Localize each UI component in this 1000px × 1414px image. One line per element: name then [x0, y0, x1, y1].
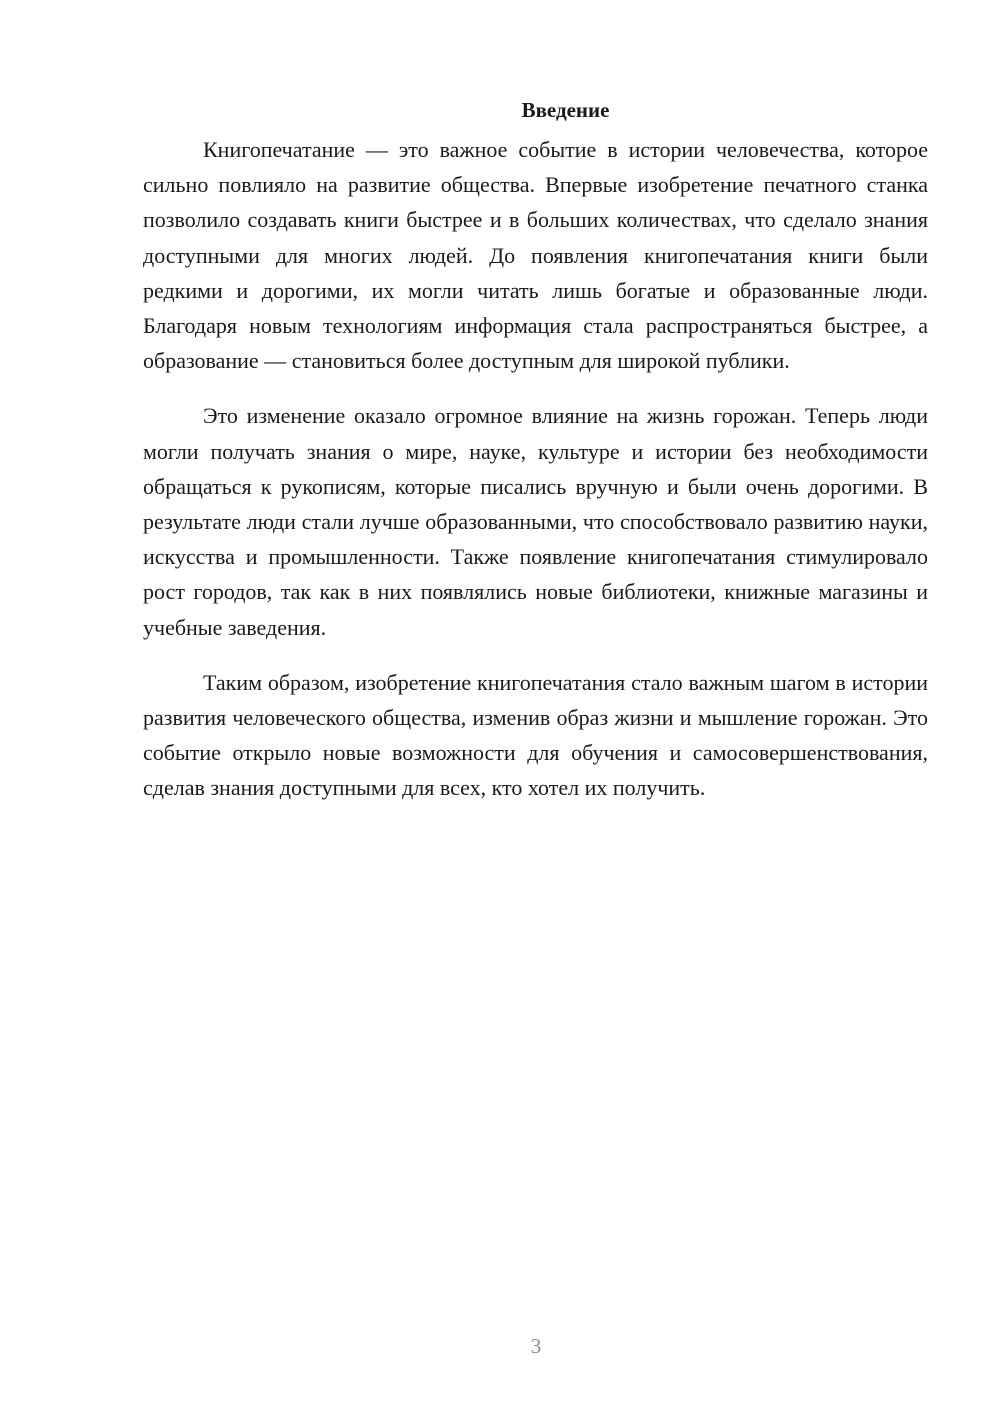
page-number: 3	[530, 1334, 542, 1358]
paragraph-3: Таким образом, изобретение книгопечатания стало важным шагом в истории развития человеческого общества, изменив образ жизни и мышление горожан. Это событие открыло новые возможности для обучения и самосовершенствования, сделав знания доступными для всех, кто хотел их получить.	[143, 669, 928, 801]
paragraph-2: Это изменение оказало огромное влияние на жизнь горожан. Теперь люди могли получать знания о мире, науке, культуре и истории без необходимости обращаться к рукописям, которые писались вручную и были очень дорогими. В результате люди стали лучше образованными, что способствовало развитию науки, искусства и промышленности. Также появление книгопечатания стимулировало рост городов, так как в них появлялись новые библиотеки, книжные магазины и учебные заведения.	[143, 403, 928, 640]
paragraph-1: Книгопечатание — это важное событие в истории человечества, которое сильно повлияло на развитие общества. Впервые изобретение печатного станка позволило создавать книги быстрее и в больших количествах, что сделало знания доступными для многих людей. До появления книгопечатания книги были редкими и дорогими, их могли читать лишь богатые и образованные люди. Благодаря новым технологиям информация стала распространяться быстрее, а образование — становиться более доступным для широкой публики.	[143, 137, 928, 374]
section-heading: Введение	[521, 98, 610, 122]
page-content	[143, 96, 928, 806]
